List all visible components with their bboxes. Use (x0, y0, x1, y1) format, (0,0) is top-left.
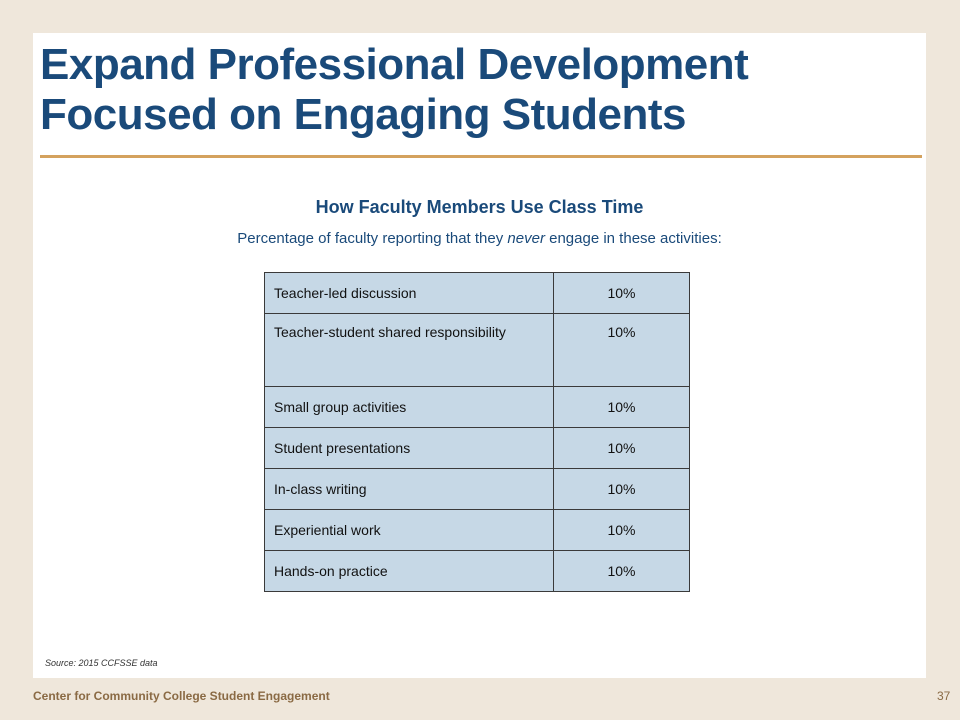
table-row (265, 469, 690, 510)
activity-value: 10% (554, 551, 690, 592)
subtitle-text-after: engage in these activities: (544, 230, 722, 247)
activity-value: 10% (554, 469, 690, 510)
activity-label: In-class writing (265, 469, 554, 510)
table-row (265, 428, 690, 469)
activity-label: Teacher-led discussion (265, 273, 554, 314)
slide-title (40, 40, 748, 140)
activity-label: Hands-on practice (265, 551, 554, 592)
table-subtitle (33, 230, 926, 247)
footer-brand: Center for Community College Student Engagement (33, 689, 330, 703)
activity-value: 10% (554, 314, 690, 387)
activity-value: 10% (554, 387, 690, 428)
table-row (265, 510, 690, 551)
activity-label: Experiential work (265, 510, 554, 551)
slide-title-line2: Focused on Engaging Students (40, 90, 686, 139)
table-row (265, 387, 690, 428)
table-row (265, 551, 690, 592)
table-heading: How Faculty Members Use Class Time (315, 197, 644, 217)
class-time-table (264, 272, 690, 592)
table-row (265, 314, 690, 387)
activity-label: Small group activities (265, 387, 554, 428)
activity-value: 10% (554, 428, 690, 469)
slide-title-line1: Expand Professional Development (40, 40, 749, 89)
subtitle-emphasis: never (507, 230, 545, 247)
table-row (265, 273, 690, 314)
activity-value: 10% (554, 273, 690, 314)
activity-value: 10% (554, 510, 690, 551)
source-note: Source: 2015 CCFSSE data (45, 658, 158, 668)
page-number: 37 (937, 689, 951, 703)
subtitle-text-before: Percentage of faculty reporting that they (237, 230, 508, 247)
title-divider (40, 155, 922, 158)
activity-label: Student presentations (265, 428, 554, 469)
activity-label: Teacher-student shared responsibility (265, 314, 554, 387)
